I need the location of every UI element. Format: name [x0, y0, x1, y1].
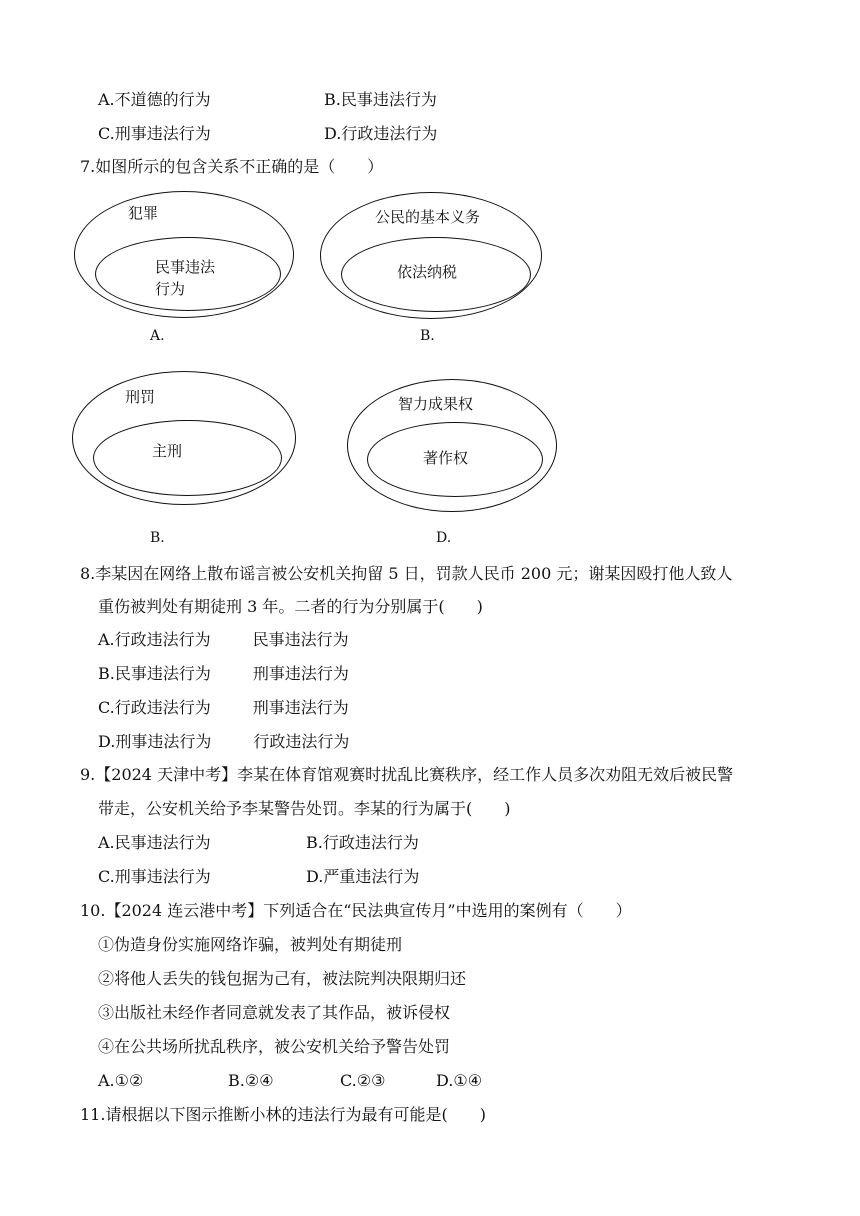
q10-option-b: B.②④: [228, 1071, 274, 1090]
diagram-label: B.: [150, 530, 165, 546]
inner-label-line1: 著作权: [423, 449, 469, 467]
diagram-label: D.: [436, 530, 452, 546]
q8-option-b: B.民事违法行为 刑事违法行为: [98, 664, 349, 683]
q10-item-4: ④在公共场所扰乱秩序，被公安机关给予警告处罚: [98, 1037, 451, 1056]
diagram-label: A.: [150, 328, 165, 344]
q10-option-a: A.①②: [98, 1071, 144, 1090]
q10-item-1: ①伪造身份实施网络诈骗，被判处有期徒刑: [98, 935, 403, 954]
q6-option-b: B.民事违法行为: [324, 90, 437, 109]
q6-option-a: A.不道德的行为: [98, 90, 211, 109]
q10-option-c: C.②③: [340, 1071, 386, 1090]
inner-label-line1: 民事违法: [155, 258, 216, 276]
q10-item-3: ③出版社未经作者同意就发表了其作品，被诉侵权: [98, 1003, 451, 1022]
q8-option-c: C.行政违法行为 刑事违法行为: [98, 698, 349, 717]
inner-label-line2: 行为: [155, 280, 186, 298]
inner-label-line1: 依法纳税: [397, 263, 458, 281]
q7-stem: 7.如图所示的包含关系不正确的是（ ）: [80, 157, 384, 176]
outer-label: 公民的基本义务: [375, 208, 481, 226]
q9-option-a: A.民事违法行为: [98, 833, 211, 852]
outer-label: 犯罪: [128, 204, 159, 222]
q8-stem-line1: 8.李某因在网络上散布谣言被公安机关拘留 5 日，罚款人民币 200 元；谢某因殴打他人致人: [80, 564, 733, 583]
q11-stem: 11.请根据以下图示推断小林的违法行为最有可能是( ): [80, 1105, 486, 1124]
q8-stem-line2: 重伤被判处有期徒刑 3 年。二者的行为分别属于( ): [98, 597, 483, 616]
outer-label: 刑罚: [125, 388, 156, 406]
q9-option-b: B.行政违法行为: [306, 833, 419, 852]
inner-label-line1: 主刑: [152, 442, 183, 460]
q9-stem-line1: 9.【2024 天津中考】李某在体育馆观赛时扰乱比赛秩序，经工作人员多次劝阻无效后被民警: [80, 765, 734, 784]
q8-option-a: A.行政违法行为 民事违法行为: [98, 630, 349, 649]
q9-option-c: C.刑事违法行为: [98, 867, 211, 886]
q8-option-d: D.刑事违法行为 行政违法行为: [98, 732, 350, 751]
outer-label: 智力成果权: [398, 395, 474, 413]
q9-option-d: D.严重违法行为: [306, 867, 420, 886]
q10-stem: 10.【2024 连云港中考】下列适合在“民法典宣传月”中选用的案例有（ ）: [80, 901, 632, 920]
q10-option-d: D.①④: [436, 1071, 483, 1090]
inner-ellipse: [93, 420, 282, 496]
q10-item-2: ②将他人丢失的钱包据为己有，被法院判决限期归还: [98, 969, 467, 988]
q9-stem-line2: 带走，公安机关给予李某警告处罚。李某的行为属于( ): [98, 799, 511, 818]
q6-option-d: D.行政违法行为: [324, 124, 438, 143]
diagram-label: B.: [420, 328, 435, 344]
q6-option-c: C.刑事违法行为: [98, 124, 211, 143]
